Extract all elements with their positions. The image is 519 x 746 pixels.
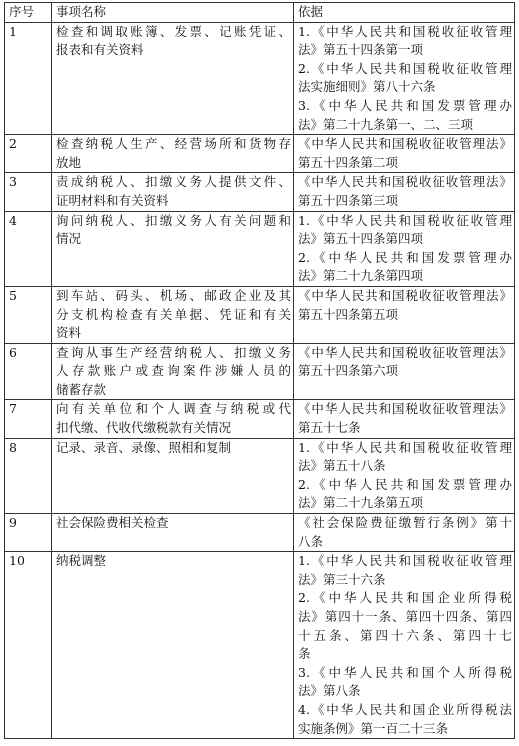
header-legal-basis: 依据	[294, 3, 515, 23]
legal-basis-line: 《中华人民共和国税收征收管理法》	[298, 174, 512, 190]
legal-basis-line: 第五十四条第二项	[298, 154, 399, 170]
item-name-line: 到车站、码头、机场、邮政企业及其	[56, 287, 291, 303]
row-item-name	[52, 400, 294, 438]
legal-basis-line: 法》第四十一条、第四十四条、第四	[298, 609, 512, 624]
item-name-line: 分支机构检查有关单据、凭证和有关	[56, 306, 291, 322]
row-serial-number: 8	[5, 438, 52, 513]
legal-basis-line: 2.《中华人民共和国企业所得税	[298, 590, 512, 606]
legal-basis-line: 2.《中华人民共和国税收征收管理	[298, 60, 512, 76]
row-serial-number: 9	[5, 514, 52, 552]
item-name-line: 检查和调取账簿、发票、记账凭证、	[56, 23, 291, 39]
legal-basis-line: 第五十四条第六项	[298, 363, 399, 379]
row-serial-number: 5	[5, 286, 52, 343]
row-serial-number: 2	[5, 135, 52, 173]
legal-basis-line: 1.《中华人民共和国税收征收管理	[298, 23, 512, 39]
legal-basis-line: 《中华人民共和国税收征收管理法》	[298, 344, 512, 360]
row-item-name	[52, 438, 294, 513]
legal-basis-line: 法》第五十四条第一项	[298, 42, 424, 58]
legal-basis-line: 4.《中华人民共和国企业所得税法	[298, 701, 512, 717]
row-item-name	[52, 22, 294, 135]
item-name-line: 责成纳税人、扣缴义务人提供文件、	[56, 174, 291, 190]
legal-basis-line: 八条	[298, 533, 324, 549]
item-name-line: 记录、录音、录像、照相和复制	[56, 439, 232, 455]
legal-basis-line: 第五十七条	[298, 420, 361, 436]
row-serial-number: 7	[5, 400, 52, 438]
legal-basis-line: 《社会保险费征缴暂行条例》第十	[298, 515, 512, 531]
table-row	[5, 438, 515, 513]
item-name-line: 情况	[56, 231, 82, 247]
legal-basis-line: 2.《中华人民共和国发票管理办	[298, 476, 512, 492]
table-row	[5, 286, 515, 343]
row-legal-basis	[294, 552, 515, 739]
legal-basis-line: 法》第五十四条第四项	[298, 231, 424, 247]
table-row	[5, 211, 515, 286]
row-serial-number: 3	[5, 173, 52, 211]
table-row	[5, 135, 515, 173]
row-legal-basis	[294, 514, 515, 552]
row-legal-basis	[294, 22, 515, 135]
table-body	[5, 22, 515, 739]
legal-basis-line: 法实施细则》第八十六条	[298, 79, 436, 95]
item-name-line: 证明材料和有关资料	[56, 192, 169, 208]
table-row	[5, 400, 515, 438]
row-legal-basis	[294, 343, 515, 400]
item-name-line: 询问纳税人、扣缴义务人有关问题和	[56, 212, 291, 228]
item-name-line: 人存款账户或查询案件涉嫌人员的	[56, 363, 291, 379]
item-name-line: 社会保险费相关检查	[56, 515, 169, 531]
item-name-line: 查询从事生产经营纳税人、扣缴义务	[56, 344, 291, 360]
legal-basis-line: 《中华人民共和国税收征收管理法》	[298, 401, 512, 417]
row-serial-number: 4	[5, 211, 52, 286]
row-item-name	[52, 135, 294, 173]
table-row	[5, 514, 515, 552]
row-serial-number: 6	[5, 343, 52, 400]
row-item-name	[52, 514, 294, 552]
table-row	[5, 552, 515, 739]
legal-basis-line: 第五十四条第三项	[298, 192, 399, 208]
row-legal-basis	[294, 400, 515, 438]
item-name-line: 检查纳税人生产、经营场所和货物存	[56, 136, 291, 152]
row-item-name	[52, 211, 294, 286]
item-name-line: 纳税调整	[56, 553, 107, 569]
row-legal-basis	[294, 286, 515, 343]
row-legal-basis	[294, 211, 515, 286]
row-serial-number: 10	[5, 552, 52, 739]
legal-basis-line: 法》第二十九条第五项	[298, 495, 424, 511]
legal-basis-line: 条	[298, 646, 311, 662]
legal-basis-line: 实施条例》第一百二十三条	[298, 720, 449, 736]
legal-basis-line: 《中华人民共和国税收征收管理法》	[298, 136, 512, 152]
row-legal-basis	[294, 173, 515, 211]
legal-basis-line: 2.《中华人民共和国发票管理办	[298, 249, 512, 265]
header-item-name: 事项名称	[52, 3, 294, 23]
row-item-name	[52, 173, 294, 211]
item-name-line: 扣代缴、代收代缴税款有关情况	[56, 420, 232, 436]
item-name-line: 储蓄存款	[56, 381, 107, 397]
item-name-line: 向有关单位和个人调查与纳税或代	[56, 401, 291, 417]
row-item-name	[52, 552, 294, 739]
legal-basis-line: 法》第二十九条第四项	[298, 268, 424, 284]
legal-basis-line: 十五条、第四十六条、第四十七	[298, 627, 512, 643]
inspection-basis-table	[4, 2, 515, 739]
legal-basis-line: 第五十四条第五项	[298, 306, 399, 322]
legal-basis-line: 1.《中华人民共和国税收征收管理	[298, 439, 512, 455]
legal-basis-line: 1.《中华人民共和国税收征收管理	[298, 212, 512, 228]
row-item-name	[52, 286, 294, 343]
legal-basis-line: 3.《中华人民共和国个人所得税	[298, 664, 512, 680]
row-item-name	[52, 343, 294, 400]
legal-basis-line: 3.《中华人民共和国发票管理办	[298, 97, 512, 113]
legal-basis-line: 法》第三十六条	[298, 571, 386, 587]
legal-basis-line: 《中华人民共和国税收征收管理法》	[298, 287, 512, 303]
item-name-line: 资料	[56, 325, 82, 341]
row-legal-basis	[294, 135, 515, 173]
item-name-line: 放地	[56, 154, 82, 170]
table-row	[5, 22, 515, 135]
legal-basis-line: 法》第八条	[298, 683, 361, 699]
item-name-line: 报表和有关资料	[56, 42, 144, 58]
legal-basis-line: 1.《中华人民共和国税收征收管理	[298, 553, 512, 569]
row-serial-number: 1	[5, 22, 52, 135]
table-header-row	[5, 3, 515, 23]
header-serial-number: 序号	[5, 3, 52, 23]
table-row	[5, 173, 515, 211]
legal-basis-line: 法》第二十九条第一、二、三项	[298, 116, 474, 132]
table-row	[5, 343, 515, 400]
row-legal-basis	[294, 438, 515, 513]
legal-basis-line: 法》第五十八条	[298, 458, 386, 474]
